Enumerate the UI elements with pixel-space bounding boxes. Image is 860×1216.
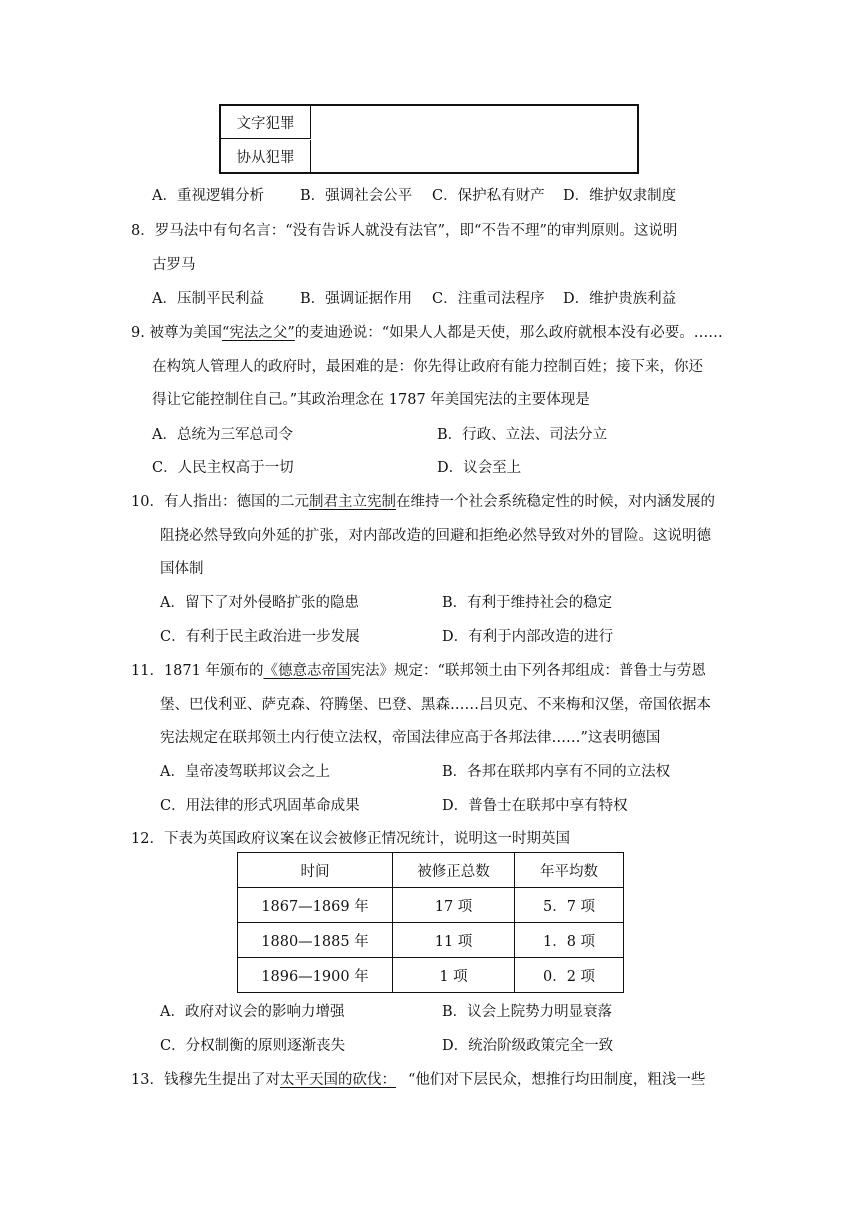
header-cell: 年平均数 xyxy=(515,853,624,888)
q11-underlined-term: 《德意志帝国 xyxy=(263,663,351,679)
table-cell: 1 项 xyxy=(393,958,515,993)
q9-text: 9. 被尊为美国 xyxy=(131,325,222,341)
q9-text: 的麦迪逊说：“如果人人都是天使，那么政府就根本没有必要。…… xyxy=(294,325,723,341)
table-header-row xyxy=(238,853,624,888)
q10-stem-line1 xyxy=(131,490,715,511)
q10-stem-line2: 阻挠必然导致向外延的扩张，对内部改造的回避和拒绝必然导致对外的冒险。这说明德 xyxy=(160,528,711,544)
table-row: 协从犯罪 xyxy=(221,140,311,173)
q12-stem-line1: 12．下表为英国政府议案在议会被修正情况统计，说明这一时期英国 xyxy=(131,831,570,847)
q9-stem-line1 xyxy=(131,321,723,342)
q12-option-b: B．议会上院势力明显衰落 xyxy=(442,1004,613,1020)
q13-stem-line1 xyxy=(131,1068,705,1089)
table-cell: 11 项 xyxy=(393,923,515,958)
q9-option-a: A．总统为三军总司令 xyxy=(152,427,293,443)
table-row xyxy=(238,888,624,923)
table-cell: 1896—1900 年 xyxy=(238,958,393,993)
q13-text: 13．钱穆先生提出了对 xyxy=(131,1072,280,1088)
q9-stem-line3: 得让它能控制住自己。”其政治理念在 1787 年美国宪法的主要体现是 xyxy=(152,392,590,408)
q12-option-c: C．分权制衡的原则逐渐丧失 xyxy=(160,1038,346,1054)
q13-underlined-term: 太平天国的 xyxy=(279,1072,353,1088)
q11-text: 宪法》规定：“联邦领土由下列各邦组成：普鲁士与劳恩 xyxy=(350,663,706,679)
q7-option-c: C．保护私有财产 xyxy=(432,188,545,204)
q11-option-a: A．皇帝凌驾联邦议会之上 xyxy=(160,764,330,780)
q12-option-d: D．统治阶级政策完全一致 xyxy=(442,1038,614,1054)
q8-option-d: D．维护贵族利益 xyxy=(563,291,677,307)
q12-option-a: A．政府对议会的影响力增强 xyxy=(160,1004,345,1020)
q9-stem-line2: 在构筑人管理人的政府时，最困难的是：你先得让政府有能力控制百姓；接下来，你还 xyxy=(152,359,703,375)
q10-stem-line3: 国体制 xyxy=(160,561,204,577)
q9-option-d: D．议会至上 xyxy=(437,460,522,476)
q11-option-c: C．用法律的形式巩固革命成果 xyxy=(160,798,360,814)
header-cell: 时间 xyxy=(238,853,393,888)
q8-option-c: C．注重司法程序 xyxy=(432,291,545,307)
q8-stem-line2: 古罗马 xyxy=(152,257,196,273)
q11-option-d: D．普鲁士在联邦中享有特权 xyxy=(442,798,628,814)
q9-underlined-term: “宪法之父” xyxy=(221,325,295,341)
header-cell: 被修正总数 xyxy=(393,853,515,888)
q13-text: “他们对下层民众，想推行均田制度，粗浅一些 xyxy=(407,1072,706,1088)
table-row: 文字犯罪 xyxy=(221,106,311,139)
q10-text: 10．有人指出：德国的二元 xyxy=(131,494,309,510)
q8-option-b: B．强调证据作用 xyxy=(300,291,413,307)
q11-stem-line2: 堡、巴伐利亚、萨克森、符腾堡、巴登、黑森……吕贝克、不来梅和汉堡，帝国依据本 xyxy=(160,697,711,713)
q10-option-d: D．有利于内部改造的进行 xyxy=(442,629,614,645)
q9-option-b: B．行政、立法、司法分立 xyxy=(437,427,608,443)
q10-option-c: C．有利于民主政治进一步发展 xyxy=(160,629,360,645)
q7-option-a: A．重视逻辑分析 xyxy=(152,188,264,204)
table-cell: 5．7 项 xyxy=(515,888,624,923)
q9-option-c: C．人民主权高于一切 xyxy=(152,460,294,476)
criminal-table xyxy=(219,104,639,174)
q10-option-a: A．留下了对外侵略扩张的隐患 xyxy=(160,595,359,611)
q10-underlined-term: 制君主立宪制 xyxy=(308,494,396,510)
table-cell: 0．2 项 xyxy=(515,958,624,993)
q13-underlined-term: 砍伐： xyxy=(352,1072,396,1088)
q11-stem-line1 xyxy=(131,659,706,680)
table-row xyxy=(238,923,624,958)
q7-option-b: B．强调社会公平 xyxy=(300,188,413,204)
q11-option-b: B．各邦在联邦内享有不同的立法权 xyxy=(442,764,671,780)
q7-option-d: D．维护奴隶制度 xyxy=(563,188,677,204)
q8-stem-line1: 8．罗马法中有句名言：“没有告诉人就没有法官”，即“不告不理”的审判原则。这说明 xyxy=(131,223,678,239)
table-cell: 1880—1885 年 xyxy=(238,923,393,958)
table-cell: 17 项 xyxy=(393,888,515,923)
table-cell: 1．8 项 xyxy=(515,923,624,958)
amendment-stats-table xyxy=(237,852,624,993)
q11-stem-line3: 宪法规定在联邦领土内行使立法权，帝国法律应高于各邦法律……”这表明德国 xyxy=(160,730,661,746)
q10-text: 在维持一个社会系统稳定性的时候，对内涵发展的 xyxy=(395,494,715,510)
table-cell: 1867—1869 年 xyxy=(238,888,393,923)
table-row xyxy=(238,958,624,993)
q10-option-b: B．有利于维持社会的稳定 xyxy=(442,595,613,611)
q8-option-a: A．压制平民利益 xyxy=(152,291,264,307)
q11-text: 11．1871 年颁布的 xyxy=(131,663,264,679)
